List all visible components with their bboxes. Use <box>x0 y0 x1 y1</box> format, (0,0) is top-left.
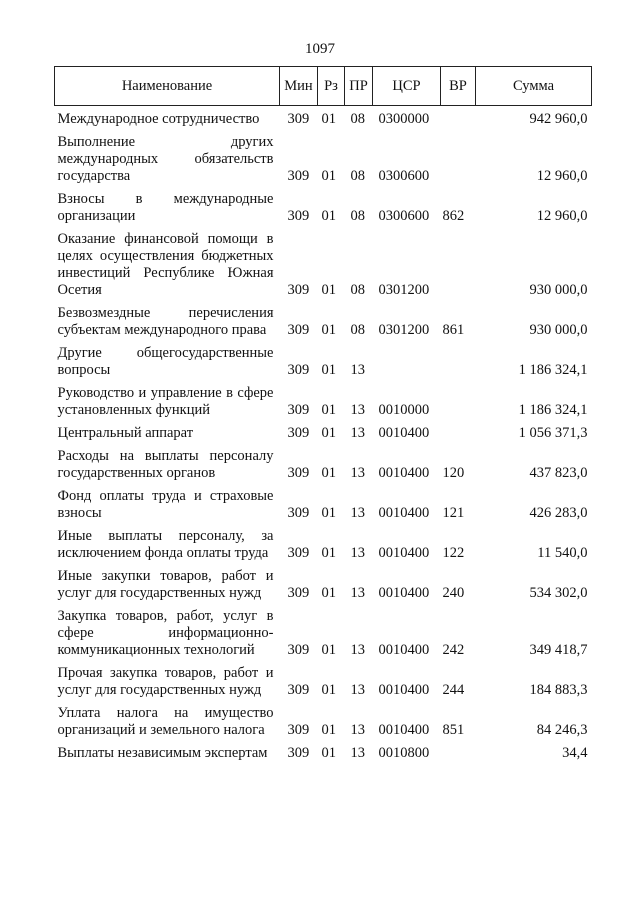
cell-vr: 242 <box>442 642 465 658</box>
cell-min: 309 <box>287 322 310 338</box>
cell-min: 309 <box>287 745 310 761</box>
cell-pr: 13 <box>350 642 365 658</box>
budget-table <box>54 66 592 765</box>
cell-min: 309 <box>287 282 310 298</box>
cell-rz: 01 <box>321 425 336 441</box>
cell-rz: 01 <box>321 745 336 761</box>
cell-sum: 12 960,0 <box>536 208 588 224</box>
cell-rz: 01 <box>321 362 336 378</box>
page-number: 1097 <box>305 41 335 57</box>
cell-csr: 0010400 <box>378 722 430 738</box>
cell-vr <box>441 742 476 765</box>
cell-csr: 0301200 <box>378 322 430 338</box>
cell-min: 309 <box>287 402 310 418</box>
cell-rz: 01 <box>321 465 336 481</box>
cell-min: 309 <box>287 425 310 441</box>
cell-min: 309 <box>287 111 310 127</box>
cell-name: Закупка товаров, работ, услуг в сфере информационно-коммуникационных технологий <box>57 608 274 658</box>
cell-csr: 0010800 <box>378 745 430 761</box>
cell-sum: 34,4 <box>562 745 588 761</box>
cell-rz: 01 <box>321 585 336 601</box>
cell-name: Иные выплаты персоналу, за исключением фонда оплаты труда <box>57 528 274 561</box>
table-row <box>55 382 592 422</box>
cell-pr: 13 <box>350 545 365 561</box>
cell-pr: 13 <box>350 465 365 481</box>
cell-csr: 0010400 <box>378 465 430 481</box>
cell-min: 309 <box>287 362 310 378</box>
cell-name: Выплаты независимым экспертам <box>57 745 268 761</box>
cell-min: 309 <box>287 545 310 561</box>
cell-csr: 0300600 <box>378 208 430 224</box>
table-row <box>55 106 592 132</box>
table-body <box>55 106 592 766</box>
table-row <box>55 445 592 485</box>
cell-vr <box>441 342 476 382</box>
cell-sum: 1 186 324,1 <box>518 362 588 378</box>
cell-rz: 01 <box>321 682 336 698</box>
cell-csr: 0010000 <box>378 402 430 418</box>
cell-vr <box>441 382 476 422</box>
cell-min: 309 <box>287 642 310 658</box>
cell-sum: 11 540,0 <box>537 545 588 561</box>
cell-sum: 534 302,0 <box>529 585 588 601</box>
table-row <box>55 742 592 765</box>
cell-rz: 01 <box>321 322 336 338</box>
cell-name: Руководство и управление в сфере установленных функций <box>57 385 274 418</box>
cell-vr: 862 <box>442 208 465 224</box>
cell-csr: 0300600 <box>378 168 430 184</box>
cell-sum: 1 186 324,1 <box>518 402 588 418</box>
cell-name: Прочая закупка товаров, работ и услуг для государственных нужд <box>57 665 274 698</box>
header-row <box>55 67 592 106</box>
cell-rz: 01 <box>321 402 336 418</box>
cell-vr <box>441 228 476 302</box>
cell-rz: 01 <box>321 505 336 521</box>
cell-min: 309 <box>287 682 310 698</box>
header-rz: Рз <box>318 67 345 106</box>
cell-name: Центральный аппарат <box>57 425 194 441</box>
cell-sum: 349 418,7 <box>529 642 588 658</box>
cell-name: Оказание финансовой помощи в целях осуществления бюджетных инвестиций Республике Южная Осетия <box>57 231 274 298</box>
table-row <box>55 702 592 742</box>
cell-vr <box>441 422 476 445</box>
cell-csr: 0010400 <box>378 505 430 521</box>
cell-name: Расходы на выплаты персоналу государственных органов <box>57 448 274 481</box>
cell-rz: 01 <box>321 208 336 224</box>
cell-vr: 122 <box>442 545 465 561</box>
header-min: Мин <box>280 67 318 106</box>
cell-pr: 08 <box>350 322 365 338</box>
cell-name: Выполнение других международных обязательств государства <box>57 134 274 184</box>
cell-rz: 01 <box>321 545 336 561</box>
cell-vr: 244 <box>442 682 465 698</box>
cell-pr: 13 <box>350 722 365 738</box>
cell-name: Фонд оплаты труда и страховые взносы <box>57 488 274 521</box>
table-row <box>55 525 592 565</box>
cell-sum: 426 283,0 <box>529 505 588 521</box>
cell-sum: 942 960,0 <box>529 111 588 127</box>
header-name: Наименование <box>55 67 280 106</box>
cell-pr: 13 <box>350 402 365 418</box>
cell-csr: 0301200 <box>378 282 430 298</box>
table-row <box>55 565 592 605</box>
cell-vr <box>441 106 476 132</box>
table-row <box>55 662 592 702</box>
cell-vr <box>441 131 476 188</box>
cell-sum: 184 883,3 <box>529 682 588 698</box>
cell-name: Уплата налога на имущество организаций и земельного налога <box>57 705 274 738</box>
cell-name: Взносы в международные организации <box>57 191 274 224</box>
cell-min: 309 <box>287 168 310 184</box>
cell-rz: 01 <box>321 722 336 738</box>
table-row <box>55 422 592 445</box>
cell-vr: 121 <box>442 505 465 521</box>
cell-sum: 930 000,0 <box>529 322 588 338</box>
header-pr: ПР <box>345 67 373 106</box>
table-row <box>55 302 592 342</box>
table-row <box>55 228 592 302</box>
cell-csr <box>373 342 441 382</box>
header-sum: Сумма <box>476 67 592 106</box>
table-row <box>55 131 592 188</box>
cell-csr: 0300000 <box>378 111 430 127</box>
cell-sum: 1 056 371,3 <box>518 425 588 441</box>
cell-rz: 01 <box>321 111 336 127</box>
table-header <box>55 67 592 106</box>
cell-pr: 08 <box>350 208 365 224</box>
cell-csr: 0010400 <box>378 682 430 698</box>
cell-min: 309 <box>287 208 310 224</box>
cell-csr: 0010400 <box>378 642 430 658</box>
cell-pr: 13 <box>350 745 365 761</box>
cell-pr: 13 <box>350 585 365 601</box>
cell-rz: 01 <box>321 642 336 658</box>
cell-min: 309 <box>287 505 310 521</box>
header-vr: ВР <box>441 67 476 106</box>
cell-rz: 01 <box>321 168 336 184</box>
cell-min: 309 <box>287 722 310 738</box>
cell-name: Иные закупки товаров, работ и услуг для государственных нужд <box>57 568 274 601</box>
cell-pr: 13 <box>350 682 365 698</box>
cell-csr: 0010400 <box>378 425 430 441</box>
cell-sum: 12 960,0 <box>536 168 588 184</box>
cell-name: Безвозмездные перечисления субъектам международного права <box>57 305 274 338</box>
cell-pr: 08 <box>350 282 365 298</box>
cell-vr: 861 <box>442 322 465 338</box>
cell-rz: 01 <box>321 282 336 298</box>
table-row <box>55 188 592 228</box>
cell-name: Другие общегосударственные вопросы <box>57 345 274 378</box>
table-row <box>55 485 592 525</box>
cell-pr: 08 <box>350 111 365 127</box>
cell-csr: 0010400 <box>378 545 430 561</box>
cell-pr: 13 <box>350 505 365 521</box>
cell-vr: 120 <box>442 465 465 481</box>
cell-min: 309 <box>287 585 310 601</box>
cell-min: 309 <box>287 465 310 481</box>
cell-pr: 13 <box>350 362 365 378</box>
cell-sum: 437 823,0 <box>529 465 588 481</box>
cell-pr: 08 <box>350 168 365 184</box>
table-row <box>55 342 592 382</box>
header-csr: ЦСР <box>373 67 441 106</box>
cell-sum: 84 246,3 <box>536 722 588 738</box>
cell-sum: 930 000,0 <box>529 282 588 298</box>
cell-vr: 851 <box>442 722 465 738</box>
cell-name: Международное сотрудничество <box>57 111 260 127</box>
cell-csr: 0010400 <box>378 585 430 601</box>
cell-vr: 240 <box>442 585 465 601</box>
table-row <box>55 605 592 662</box>
cell-pr: 13 <box>350 425 365 441</box>
